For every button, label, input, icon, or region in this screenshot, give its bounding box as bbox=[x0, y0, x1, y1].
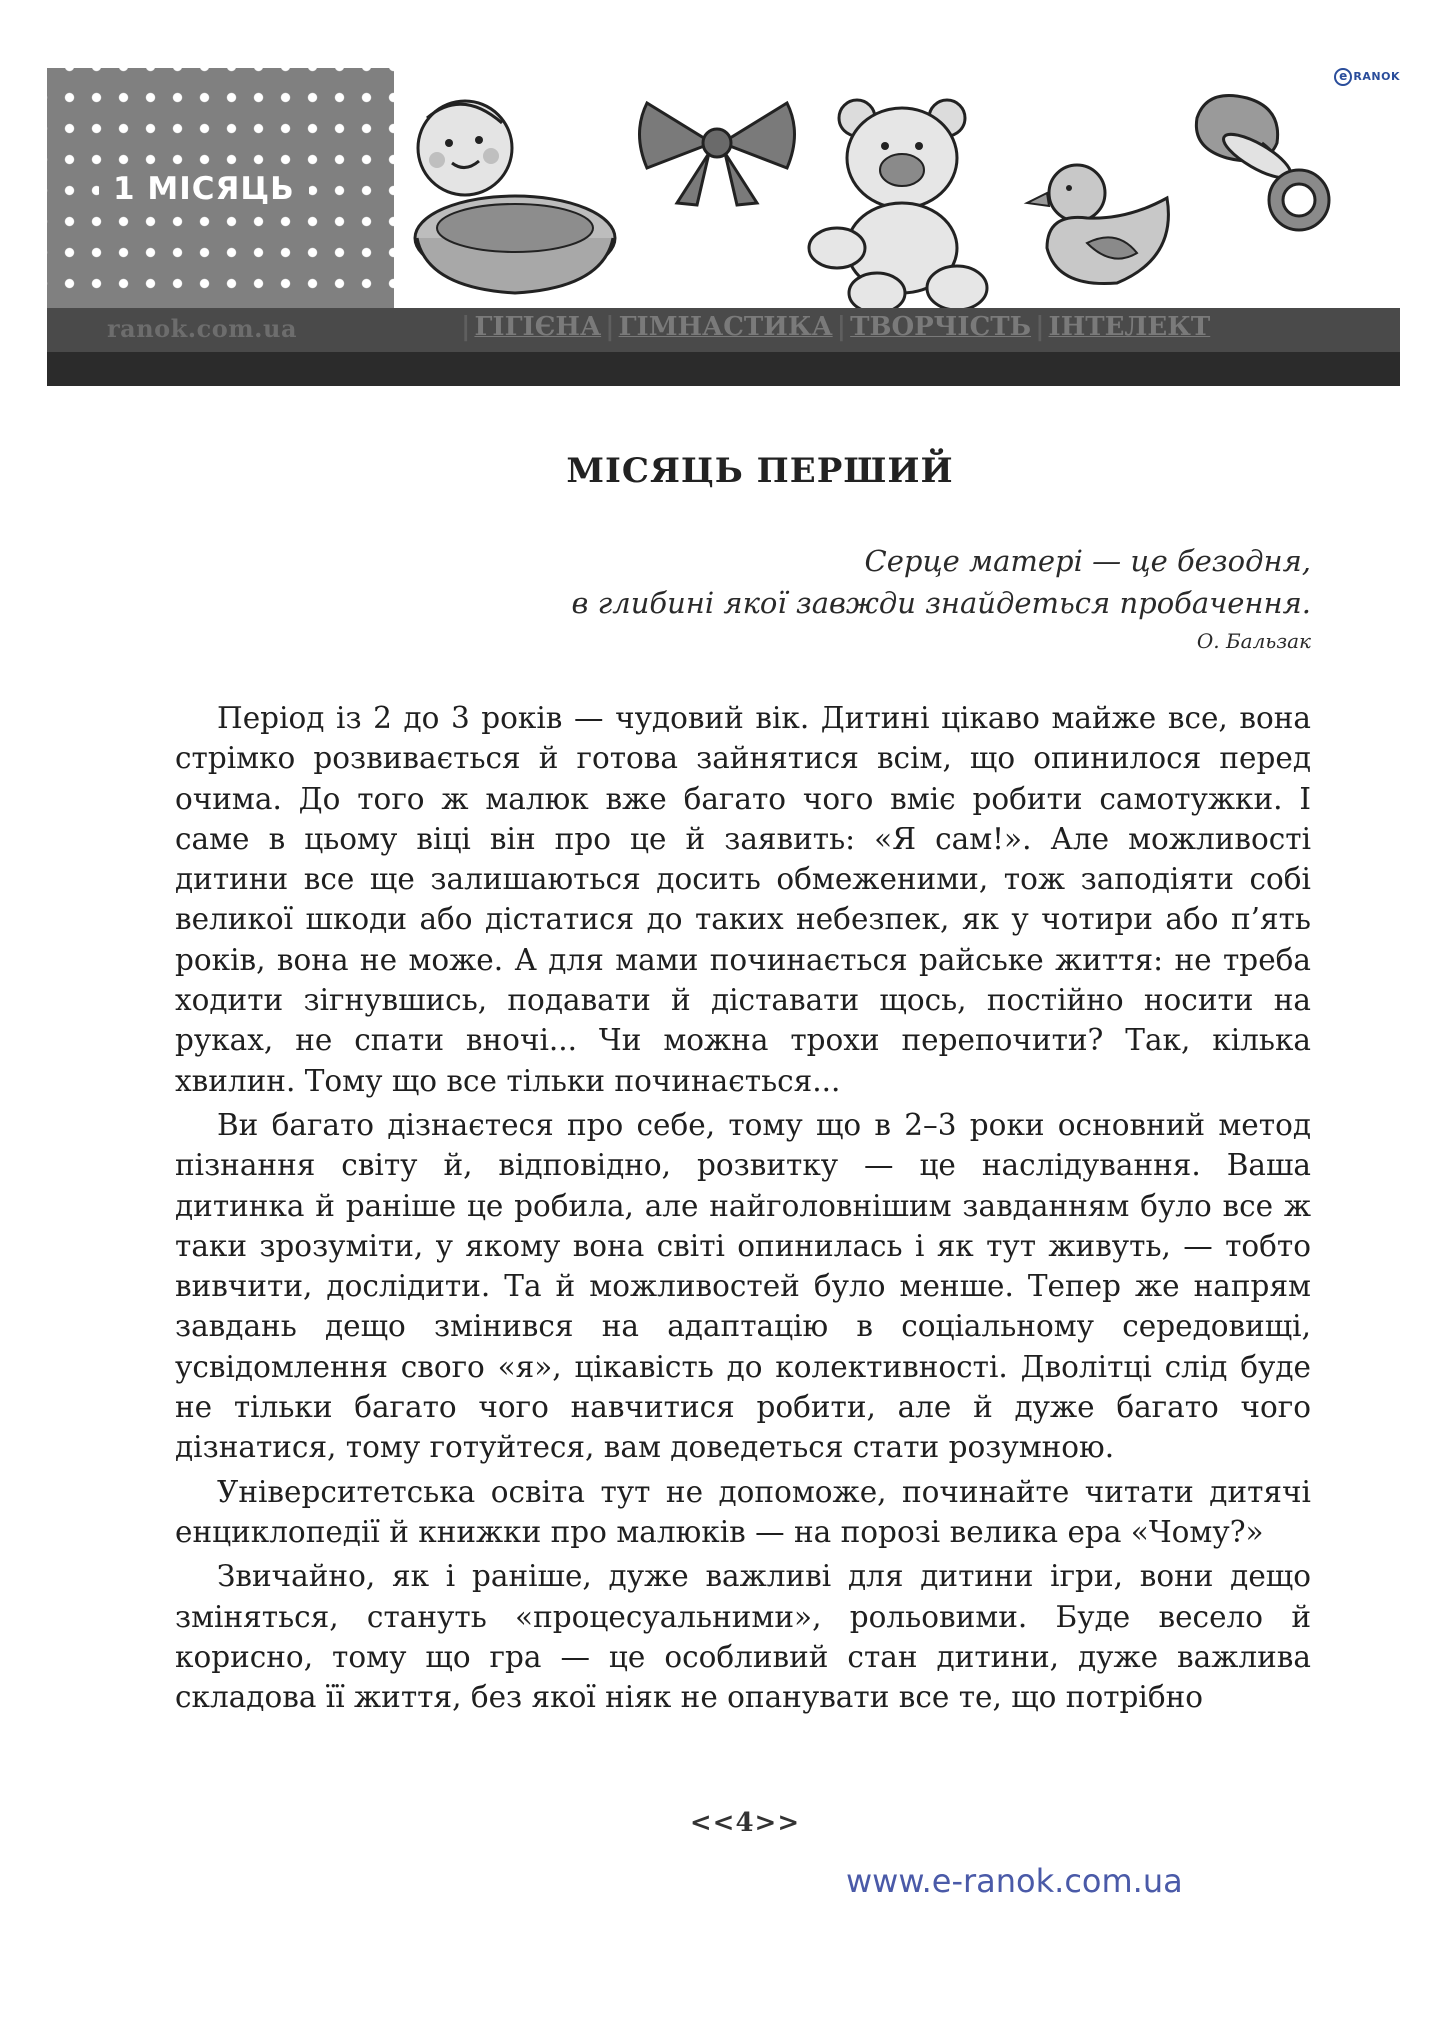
paragraph: Період із 2 до 3 років — чудовий вік. Дитині цікаво майже все, вона стрімко розвивається й готова зайнятися всім, що опинилося перед очима. До того ж малюк вже багато чого вміє робити самотужки. І саме в цьому віці він про це й заявить: «Я сам!». Але можливості дитини все ще залишаються досить обмеженими, тож заподіяти собі великої шкоди або дістатися до таких небезпек, як у чотири або п’ять років, вона не може. А для мами починається райське життя: не треба ходити зігнувшись, подавати й діставати щось, постійно носити на руках, не спати вночі... Чи можна трохи перепочити? Так, кілька хвилин. Тому що все тільки починається... bbox=[175, 701, 1311, 1098]
header-illustrations bbox=[407, 88, 1347, 310]
publisher-logo: e RANOK bbox=[1334, 68, 1400, 86]
tab-gymnastics[interactable]: ГІМНАСТИКА bbox=[618, 312, 833, 342]
rubber-duck-icon bbox=[1027, 165, 1168, 284]
paragraph: Звичайно, як і раніше, дуже важливі для дитини ігри, вони дещо зміняться, стануть «процесуальними», рольовими. Буде весело й корисно, тому що гра — це особливий стан дитини, дуже важлива складова її життя, без якої ніяк не опанувати все те, що потрібно bbox=[175, 1559, 1311, 1715]
article-body bbox=[175, 698, 1311, 1721]
footer-link[interactable]: www.e-ranok.com.ua bbox=[846, 1862, 1183, 1900]
paragraph: Університетська освіта тут не допоможе, починайте читати дитячі енциклопедії й книжки про малюків — на порозі велика ера «Чому?» bbox=[175, 1474, 1311, 1549]
tab-hygiene[interactable]: ГІГІЄНА bbox=[474, 312, 602, 342]
month-badge bbox=[47, 68, 394, 308]
epigraph bbox=[572, 540, 1311, 656]
tab-intellect[interactable]: ІНТЕЛЕКТ bbox=[1048, 312, 1211, 342]
section-navbar bbox=[47, 308, 1400, 386]
page-title: МІСЯЦЬ ПЕРШИЙ bbox=[566, 451, 954, 491]
section-tabs: | ГІГІЄНА | ГІМНАСТИКА | ТВОРЧІСТЬ | ІНТЕЛЕКТ bbox=[461, 312, 1211, 342]
teddy-bear-icon bbox=[809, 100, 987, 310]
page-header bbox=[47, 68, 1400, 386]
bow-icon bbox=[640, 103, 795, 205]
epigraph-line: в глибині якої завжди знайдеться пробачення. bbox=[571, 586, 1311, 620]
epigraph-line: Серце матері — це безодня, bbox=[864, 544, 1311, 578]
paragraph: Ви багато дізнаєтеся про себе, тому що в 2–3 роки основний метод пізнання світу й, відповідно, розвитку — це наслідування. Ваша дитинка й раніше це робила, але найголовнішим завданням було все ж таки зрозуміти, у якому вона світі опинилась і як тут живуть, — тобто вивчити, дослідити. Та й можливостей було менше. Тепер же напрям завдань дещо змінився на адаптацію в соціальному середовищі, усвідомлення свого «я», цікавість до колективності. Дволітці слід буде не тільки багато чого навчитися робити, але й дуже багато чого дізнатися, тому готуйтеся, вам доведеться стати розумною. bbox=[175, 1107, 1311, 1465]
page-number: <<4>> bbox=[689, 1808, 801, 1838]
baby-in-tub-icon bbox=[415, 101, 615, 293]
month-label: 1 МІСЯЦЬ bbox=[99, 165, 309, 213]
epigraph-author: О. Бальзак bbox=[1196, 629, 1311, 653]
pacifier-icon bbox=[1196, 96, 1329, 231]
site-label: ranok.com.ua bbox=[107, 314, 298, 343]
tab-creativity[interactable]: ТВОРЧІСТЬ bbox=[850, 312, 1032, 342]
